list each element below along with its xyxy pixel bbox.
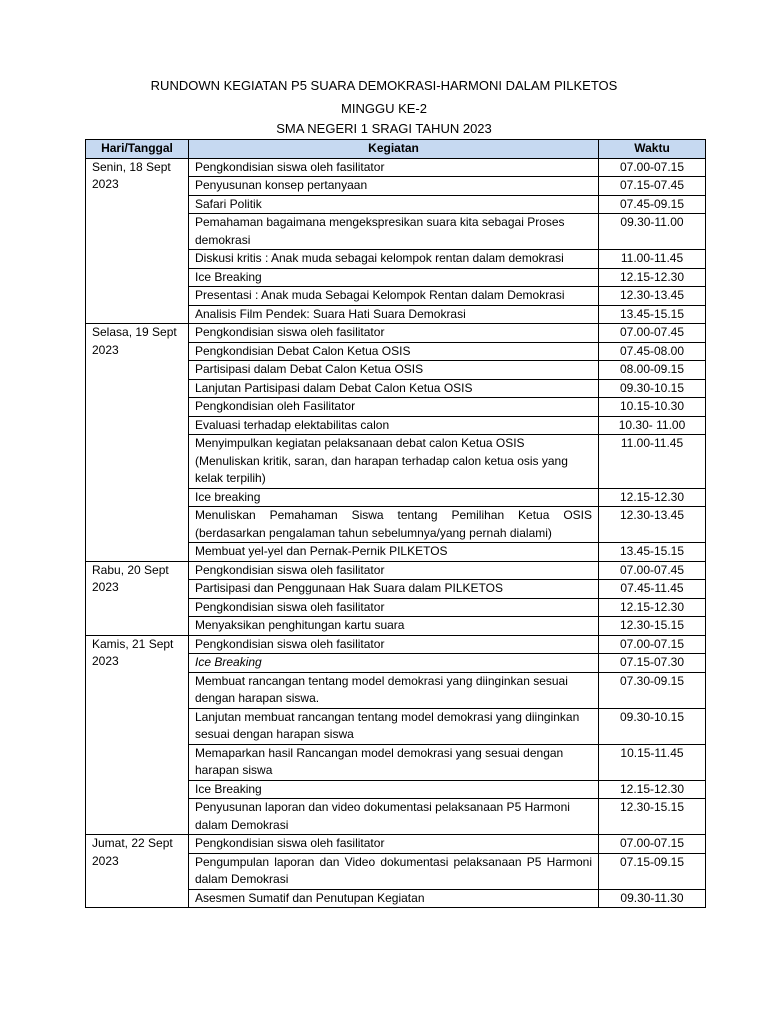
activity-cell: Presentasi : Anak muda Sebagai Kelompok Rentan dalam Demokrasi xyxy=(189,287,599,306)
day-cell: Selasa, 19 Sept 2023 xyxy=(86,324,189,562)
time-cell: 07.30-09.15 xyxy=(599,672,706,708)
time-cell: 12.15-12.30 xyxy=(599,488,706,507)
activity-cell: Pengkondisian siswa oleh fasilitator xyxy=(189,835,599,854)
activity-cell: Ice Breaking xyxy=(189,780,599,799)
time-cell: 13.45-15.15 xyxy=(599,543,706,562)
table-row xyxy=(86,158,706,177)
activity-cell: Menyaksikan penghitungan kartu suara xyxy=(189,617,599,636)
activity-cell: Penyusunan konsep pertanyaan xyxy=(189,177,599,196)
activity-cell: Safari Politik xyxy=(189,195,599,214)
activity-cell: Pengkondisian siswa oleh fasilitator xyxy=(189,598,599,617)
time-cell: 10.15-11.45 xyxy=(599,744,706,780)
activity-cell: Analisis Film Pendek: Suara Hati Suara Demokrasi xyxy=(189,305,599,324)
activity-cell: Pengkondisian Debat Calon Ketua OSIS xyxy=(189,342,599,361)
time-cell: 12.15-12.30 xyxy=(599,268,706,287)
activity-cell: Lanjutan Partisipasi dalam Debat Calon Ketua OSIS xyxy=(189,379,599,398)
column-header-time: Waktu xyxy=(599,140,706,159)
activity-cell: Membuat rancangan tentang model demokrasi yang diinginkan sesuai dengan harapan siswa. xyxy=(189,672,599,708)
table-row xyxy=(86,324,706,343)
time-cell: 07.00-07.15 xyxy=(599,635,706,654)
day-cell: Rabu, 20 Sept 2023 xyxy=(86,561,189,635)
activity-cell: Pengkondisian siswa oleh fasilitator xyxy=(189,324,599,343)
time-cell: 07.45-08.00 xyxy=(599,342,706,361)
table-header-row xyxy=(86,140,706,159)
time-cell: 07.15-07.30 xyxy=(599,654,706,673)
time-cell: 07.00-07.45 xyxy=(599,561,706,580)
activity-cell: Menyimpulkan kegiatan pelaksanaan debat calon Ketua OSIS (Menuliskan kritik, saran, dan harapan terhadap calon ketua osis yang kelak terpilih) xyxy=(189,435,599,489)
time-cell: 07.00-07.45 xyxy=(599,324,706,343)
activity-cell: Pemahaman bagaimana mengekspresikan suara kita sebagai Proses demokrasi xyxy=(189,214,599,250)
time-cell: 07.15-09.15 xyxy=(599,853,706,889)
time-cell: 12.30-15.15 xyxy=(599,799,706,835)
time-cell: 07.45-11.45 xyxy=(599,580,706,599)
time-cell: 09.30-10.15 xyxy=(599,379,706,398)
table-row xyxy=(86,561,706,580)
activity-cell: Pengkondisian oleh Fasilitator xyxy=(189,398,599,417)
time-cell: 11.00-11.45 xyxy=(599,250,706,269)
time-cell: 07.00-07.15 xyxy=(599,158,706,177)
activity-cell: Ice breaking xyxy=(189,488,599,507)
time-cell: 08.00-09.15 xyxy=(599,361,706,380)
activity-cell: Membuat yel-yel dan Pernak-Pernik PILKETOS xyxy=(189,543,599,562)
activity-cell: Pengkondisian siswa oleh fasilitator xyxy=(189,158,599,177)
rundown-table xyxy=(85,139,706,908)
activity-cell: Lanjutan membuat rancangan tentang model demokrasi yang diinginkan sesuai dengan harapan siswa xyxy=(189,708,599,744)
activity-cell: Diskusi kritis : Anak muda sebagai kelompok rentan dalam demokrasi xyxy=(189,250,599,269)
time-cell: 09.30-10.15 xyxy=(599,708,706,744)
time-cell: 12.15-12.30 xyxy=(599,780,706,799)
table-row xyxy=(86,635,706,654)
column-header-activity: Kegiatan xyxy=(189,140,599,159)
column-header-day: Hari/Tanggal xyxy=(86,140,189,159)
day-cell: Senin, 18 Sept 2023 xyxy=(86,158,189,324)
time-cell: 07.15-07.45 xyxy=(599,177,706,196)
time-cell: 09.30-11.00 xyxy=(599,214,706,250)
activity-cell: Evaluasi terhadap elektabilitas calon xyxy=(189,416,599,435)
time-cell: 12.15-12.30 xyxy=(599,598,706,617)
table-body xyxy=(86,158,706,908)
time-cell: 10.30- 11.00 xyxy=(599,416,706,435)
document-subtitle-school: SMA NEGERI 1 SRAGI TAHUN 2023 xyxy=(276,121,492,136)
activity-cell: Partisipasi dan Penggunaan Hak Suara dalam PILKETOS xyxy=(189,580,599,599)
day-cell: Jumat, 22 Sept 2023 xyxy=(86,835,189,908)
activity-cell: Ice Breaking xyxy=(189,268,599,287)
time-cell: 10.15-10.30 xyxy=(599,398,706,417)
activity-cell: Pengumpulan laporan dan Video dokumentasi pelaksanaan P5 Harmoni dalam Demokrasi xyxy=(189,853,599,889)
activity-cell: Penyusunan laporan dan video dokumentasi pelaksanaan P5 Harmoni dalam Demokrasi xyxy=(189,799,599,835)
activity-cell: Asesmen Sumatif dan Penutupan Kegiatan xyxy=(189,889,599,908)
time-cell: 11.00-11.45 xyxy=(599,435,706,489)
table-row xyxy=(86,835,706,854)
time-cell: 12.30-15.15 xyxy=(599,617,706,636)
activity-cell: Ice Breaking xyxy=(189,654,599,673)
day-cell: Kamis, 21 Sept 2023 xyxy=(86,635,189,835)
activity-cell: Pengkondisian siswa oleh fasilitator xyxy=(189,561,599,580)
time-cell: 12.30-13.45 xyxy=(599,507,706,543)
time-cell: 12.30-13.45 xyxy=(599,287,706,306)
activity-cell: Partisipasi dalam Debat Calon Ketua OSIS xyxy=(189,361,599,380)
activity-cell: Pengkondisian siswa oleh fasilitator xyxy=(189,635,599,654)
time-cell: 09.30-11.30 xyxy=(599,889,706,908)
time-cell: 07.00-07.15 xyxy=(599,835,706,854)
activity-cell: Menuliskan Pemahaman Siswa tentang Pemilihan Ketua OSIS (berdasarkan pengalaman tahun sebelumnya/yang pernah dialami) xyxy=(189,507,599,543)
time-cell: 07.45-09.15 xyxy=(599,195,706,214)
document-title: RUNDOWN KEGIATAN P5 SUARA DEMOKRASI-HARMONI DALAM PILKETOS xyxy=(150,78,618,93)
document-subtitle-week: MINGGU KE-2 xyxy=(341,101,427,116)
activity-cell: Memaparkan hasil Rancangan model demokrasi yang sesuai dengan harapan siswa xyxy=(189,744,599,780)
time-cell: 13.45-15.15 xyxy=(599,305,706,324)
